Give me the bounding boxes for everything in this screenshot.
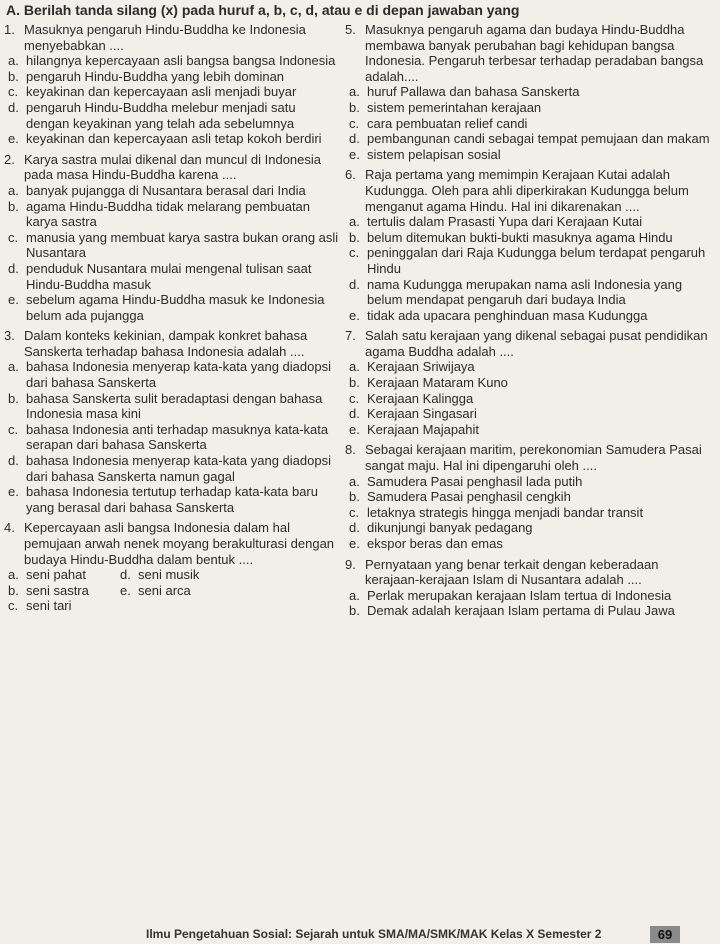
option-letter: c. [349, 115, 360, 131]
answer-option[interactable] [120, 567, 340, 583]
option-letter: d. [8, 260, 19, 276]
option-text: pengaruh Hindu-Buddha yang lebih dominan [26, 68, 285, 84]
question-number: 6. [345, 167, 356, 183]
option-letter: e. [8, 292, 19, 308]
question-number: 8. [345, 442, 356, 458]
option-text: tertulis dalam Prasasti Yupa dari Kerajaan Kutai [367, 214, 643, 230]
question-number: 3. [4, 328, 15, 344]
option-letter: c. [8, 421, 19, 437]
option-letter: a. [8, 359, 19, 375]
option-letter: c. [349, 390, 360, 406]
question-8 [345, 442, 715, 551]
question-6 [345, 167, 715, 323]
answer-option[interactable] [345, 474, 715, 490]
option-text: seni tari [26, 598, 72, 614]
option-letter: e. [349, 307, 360, 323]
option-text: pembangunan candi sebagai tempat pemujaan dan makam [367, 131, 710, 147]
question-stem: Sebagai kerajaan maritim, perekonomian Samudera Pasai sangat maju. Hal ini dipengaruhi oleh .... [365, 442, 702, 474]
question-stem: Salah satu kerajaan yang dikenal sebagai pusat pendidikan agama Buddha adalah .... [365, 328, 708, 359]
question-stem: Dalam konteks kekinian, dampak konkret bahasa Sanskerta terhadap bahasa Indonesia adalah .... [24, 328, 308, 359]
option-text: nama Kudungga merupakan nama asli Indonesia yang belum mendapat pengaruh dari budaya India [367, 276, 683, 308]
question-number: 7. [345, 328, 356, 344]
option-text: dikunjungi banyak pedagang [367, 520, 533, 536]
answer-option[interactable] [4, 131, 340, 147]
answer-option[interactable] [4, 199, 340, 230]
answer-option[interactable] [345, 230, 715, 246]
option-text: agama Hindu-Buddha tidak melarang pembuatan karya sastra [26, 198, 311, 230]
answer-option[interactable] [345, 131, 715, 147]
answer-option[interactable] [4, 100, 340, 131]
option-text: belum ditemukan bukti-bukti masuknya agama Hindu [367, 229, 673, 245]
option-letter: a. [8, 53, 19, 69]
answer-option[interactable] [345, 375, 715, 391]
option-letter: c. [8, 229, 19, 245]
answer-option[interactable] [4, 84, 340, 100]
answer-option[interactable] [4, 359, 340, 390]
option-text: huruf Pallawa dan bahasa Sanskerta [367, 84, 580, 100]
option-text: Kerajaan Majapahit [367, 421, 480, 437]
option-text: hilangnya kepercayaan asli bangsa bangsa Indonesia [26, 53, 336, 69]
answer-option[interactable] [345, 536, 715, 552]
option-letter: b. [349, 375, 360, 391]
option-text: bahasa Indonesia tertutup terhadap kata-kata baru yang berasal dari bahasa Sanskerta [26, 484, 318, 515]
option-text: sistem pemerintahan kerajaan [367, 99, 542, 115]
option-text: bahasa Indonesia menyerap kata-kata yang diadopsi dari bahasa Sanskerta namun gagal [26, 453, 331, 484]
left-column [4, 22, 340, 619]
option-letter: b. [349, 99, 360, 115]
option-letter: d. [349, 520, 360, 536]
option-letter: d. [349, 131, 360, 147]
option-text: pengaruh Hindu-Buddha melebur menjadi satu dengan keyakinan yang telah ada sebelumnya [26, 99, 296, 131]
answer-option[interactable] [345, 406, 715, 422]
option-text: peninggalan dari Raja Kudungga belum terdapat pengaruh Hindu [367, 245, 706, 276]
answer-option[interactable] [345, 603, 715, 619]
question-number: 2. [4, 151, 15, 167]
answer-option[interactable] [345, 422, 715, 438]
option-text: bahasa Indonesia anti terhadap masuknya kata-kata serapan dari bahasa Sanskerta [26, 421, 329, 453]
option-letter: a. [349, 587, 360, 603]
answer-options-grid [4, 567, 340, 614]
answer-option[interactable] [345, 359, 715, 375]
section-instruction: A. Berilah tanda silang (x) pada huruf a, b, c, d, atau e di depan jawaban yang [6, 2, 520, 18]
option-letter: e. [8, 484, 19, 500]
answer-option[interactable] [345, 391, 715, 407]
answer-option[interactable] [345, 505, 715, 521]
answer-option[interactable] [4, 422, 340, 453]
answer-option[interactable] [4, 453, 340, 484]
option-text: Demak adalah kerajaan Islam pertama di Pulau Jawa [367, 603, 675, 619]
answer-option[interactable] [4, 261, 340, 292]
answer-option[interactable] [345, 100, 715, 116]
option-letter: e. [349, 421, 360, 437]
option-letter: c. [8, 84, 19, 100]
option-text: manusia yang membuat karya sastra bukan orang asli Nusantara [26, 229, 339, 261]
option-text: Kerajaan Sriwijaya [367, 359, 475, 375]
option-letter: b. [8, 390, 19, 406]
option-text: keyakinan dan kepercayaan asli tetap kokoh berdiri [26, 131, 322, 147]
option-letter: b. [8, 198, 19, 214]
option-letter: c. [8, 598, 19, 614]
option-text: seni musik [138, 567, 200, 583]
answer-option[interactable] [4, 183, 340, 199]
answer-option[interactable] [4, 69, 340, 85]
option-text: bahasa Sanskerta sulit beradaptasi dengan bahasa Indonesia masa kini [26, 390, 323, 422]
option-letter: b. [349, 603, 360, 619]
question-1 [4, 22, 340, 147]
answer-option[interactable] [8, 567, 120, 583]
answer-option[interactable] [345, 84, 715, 100]
option-letter: a. [349, 84, 360, 100]
option-letter: e. [120, 582, 131, 598]
page-number: 69 [650, 926, 680, 943]
answer-option[interactable] [345, 277, 715, 308]
answer-option[interactable] [345, 588, 715, 604]
answer-option[interactable] [345, 214, 715, 230]
book-title: Ilmu Pengetahuan Sosial: Sejarah untuk SMA/MA/SMK/MAK Kelas X Semester 2 [146, 927, 602, 941]
option-text: sistem pelapisan sosial [367, 146, 501, 162]
option-text: tidak ada upacara penghinduan masa Kudungga [367, 307, 648, 323]
option-letter: b. [8, 68, 19, 84]
page-footer [0, 925, 720, 944]
option-text: cara pembuatan relief candi [367, 115, 528, 131]
question-stem: Masuknya pengaruh agama dan budaya Hindu-Buddha membawa banyak perubahan bagi kehidupan bangsa Indonesia. Pengaruh terbesar terhadap peradaban bangsa adalah.... [365, 22, 704, 84]
option-text: Kerajaan Mataram Kuno [367, 375, 508, 391]
question-stem: Pernyataan yang benar terkait dengan keberadaan kerajaan-kerajaan Islam di Nusantara adalah .... [365, 556, 659, 588]
question-9 [345, 557, 715, 619]
answer-option[interactable] [8, 598, 120, 614]
answer-option[interactable] [120, 583, 340, 599]
answer-option[interactable] [4, 53, 340, 69]
option-letter: d. [349, 276, 360, 292]
answer-option[interactable] [4, 292, 340, 323]
option-text: Perlak merupakan kerajaan Islam tertua di Indonesia [367, 587, 672, 603]
right-column [345, 22, 715, 624]
option-letter: c. [349, 504, 360, 520]
answer-option[interactable] [345, 489, 715, 505]
option-letter: a. [349, 359, 360, 375]
option-letter: a. [8, 567, 19, 583]
answer-option[interactable] [345, 245, 715, 276]
option-text: Kerajaan Kalingga [367, 390, 474, 406]
question-number: 4. [4, 520, 15, 536]
question-stem: Karya sastra mulai dikenal dan muncul di Indonesia pada masa Hindu-Buddha karena .... [24, 151, 322, 183]
question-2 [4, 152, 340, 324]
answer-option[interactable] [4, 484, 340, 515]
answer-option[interactable] [345, 116, 715, 132]
option-text: Kerajaan Singasari [367, 406, 477, 422]
option-letter: d. [8, 99, 19, 115]
question-number: 5. [345, 22, 356, 37]
option-letter: b. [349, 229, 360, 245]
question-stem: Kepercayaan asli bangsa Indonesia dalam hal pemujaan arwah nenek moyang berakulturasi dengan budaya Hindu-Buddha dalam bentuk .... [24, 520, 335, 567]
question-number: 9. [345, 556, 356, 572]
option-text: banyak pujangga di Nusantara berasal dari India [26, 182, 306, 198]
question-5 [345, 22, 715, 162]
option-letter: b. [349, 489, 360, 505]
answer-option[interactable] [345, 520, 715, 536]
option-text: keyakinan dan kepercayaan asli menjadi buyar [26, 84, 297, 100]
question-3 [4, 328, 340, 515]
option-letter: d. [349, 406, 360, 422]
option-text: seni sastra [26, 582, 89, 598]
option-text: Samudera Pasai penghasil cengkih [367, 489, 571, 505]
option-text: penduduk Nusantara mulai mengenal tulisan saat Hindu-Buddha masuk [26, 260, 312, 292]
option-text: sebelum agama Hindu-Buddha masuk ke Indonesia belum ada pujangga [26, 292, 325, 323]
answer-option[interactable] [4, 230, 340, 261]
question-stem: Masuknya pengaruh Hindu-Buddha ke Indonesia menyebabkan .... [24, 22, 306, 53]
option-letter: e. [349, 536, 360, 551]
answer-option[interactable] [4, 391, 340, 422]
option-letter: a. [349, 214, 360, 230]
option-letter: a. [349, 473, 360, 489]
question-7 [345, 328, 715, 437]
option-letter: d. [120, 567, 131, 583]
option-text: Samudera Pasai penghasil lada putih [367, 473, 583, 489]
option-text: letaknya strategis hingga menjadi bandar transit [367, 504, 644, 520]
option-letter: b. [8, 582, 19, 598]
answer-option[interactable] [345, 308, 715, 324]
option-text: bahasa Indonesia menyerap kata-kata yang diadopsi dari bahasa Sanskerta [26, 359, 331, 391]
option-letter: c. [349, 245, 360, 261]
question-stem: Raja pertama yang memimpin Kerajaan Kutai adalah Kudungga. Oleh para ahli diperkirakan Kudungga belum menganut agama Hindu. Hal ini dikarenakan .... [365, 167, 689, 214]
option-text: seni pahat [26, 567, 86, 583]
option-letter: a. [8, 182, 19, 198]
option-letter: e. [349, 146, 360, 162]
option-text: seni arca [138, 582, 191, 598]
option-letter: d. [8, 453, 19, 469]
answer-option[interactable] [345, 147, 715, 163]
question-4 [4, 520, 340, 614]
answer-option[interactable] [8, 583, 120, 599]
question-number: 1. [4, 22, 15, 37]
option-text: ekspor beras dan emas [367, 536, 503, 551]
option-letter: e. [8, 131, 19, 147]
